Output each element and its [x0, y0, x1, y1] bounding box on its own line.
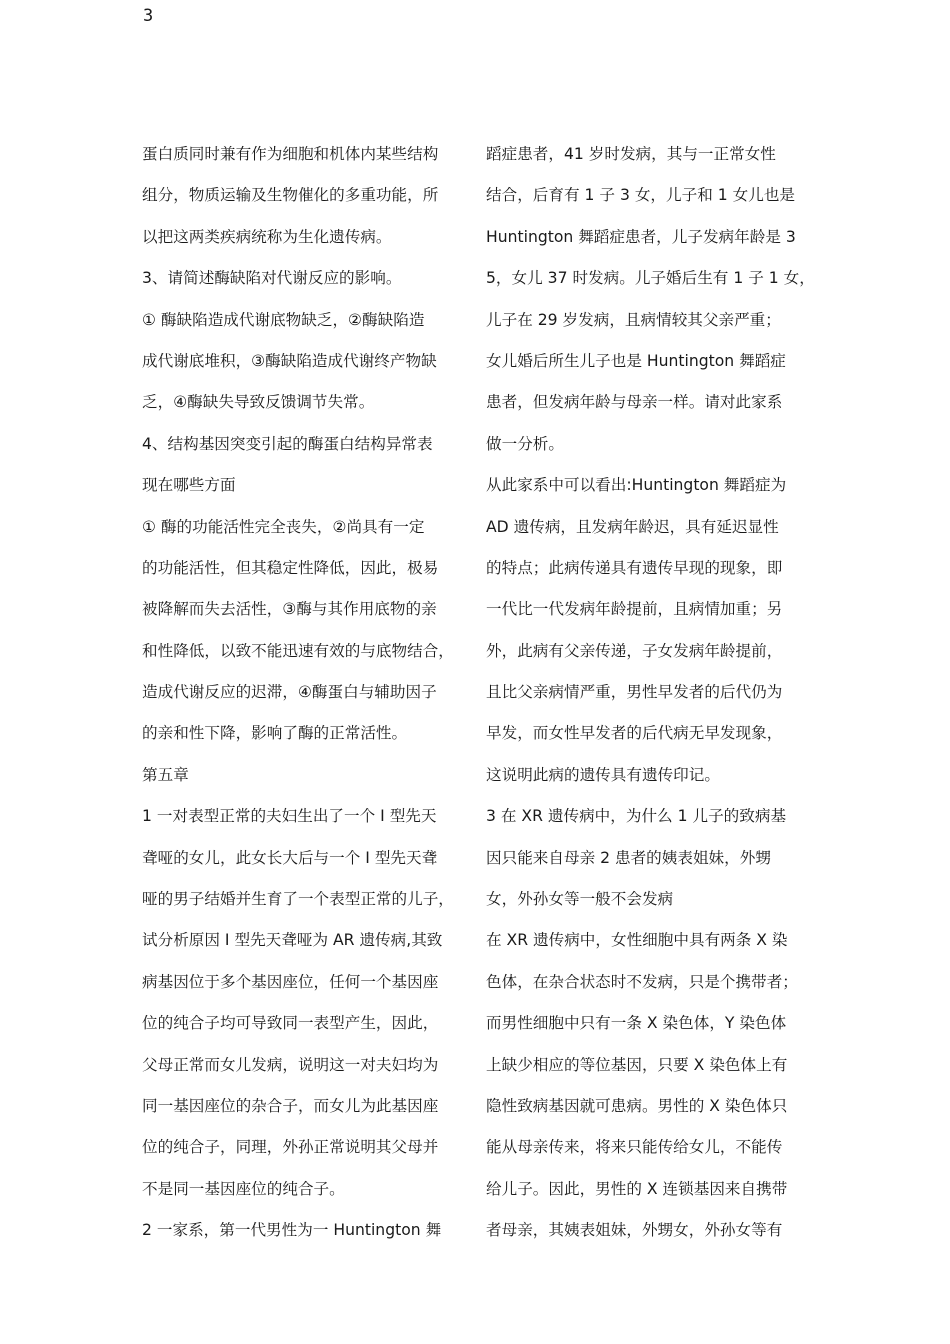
text-line: 的特点；此病传递具有遗传早现的现象，即 [486, 558, 783, 577]
text-line: 以把这两类疾病统称为生化遗传病。 [142, 227, 392, 246]
text-line: 造成代谢反应的迟滞，④酶蛋白与辅助因子 [142, 683, 437, 702]
text-line: 上缺少相应的等位基因，只要 X 染色体上有 [486, 1055, 788, 1074]
text-line: 蹈症患者，41 岁时发病，其与一正常女性 [486, 145, 776, 163]
text-line: 3 在 XR 遗传病中，为什么 1 儿子的致病基 [486, 807, 787, 826]
text-line: 早发，而女性早发者的后代病无早发现象， [486, 724, 783, 743]
text-line: 这说明此病的遗传具有遗传印记。 [486, 765, 720, 784]
text-line: 的功能活性，但其稳定性降低，因此，极易 [142, 558, 439, 577]
text-line: 位的纯合子均可导致同一表型产生，因此， [142, 1014, 439, 1033]
text-line: AD 遗传病，且发病年龄迟，具有延迟显性 [486, 517, 779, 536]
text-line: 病基因位于多个基因座位，任何一个基因座 [142, 972, 439, 991]
text-line: 给儿子。因此，男性的 X 连锁基因来自携带 [486, 1179, 788, 1198]
text-line: 女儿婚后所生儿子也是 Huntington 舞蹈症 [486, 351, 786, 370]
text-line: 做一分析。 [486, 434, 564, 453]
text-line: 乏，④酶缺失导致反馈调节失常。 [142, 393, 375, 412]
left-text-column [142, 134, 482, 1252]
text-line: ① 酶缺陷造成代谢底物缺乏，②酶缺陷造 [142, 310, 425, 329]
text-line: 的亲和性下降，影响了酶的正常活性。 [142, 724, 408, 743]
text-line: 者母亲，其姨表姐妹，外甥女，外孙女等有 [486, 1221, 783, 1240]
text-line: 在 XR 遗传病中，女性细胞中具有两条 X 染 [486, 931, 788, 950]
text-line: 现在哪些方面 [142, 476, 236, 495]
text-line: 色体，在杂合状态时不发病，只是个携带者； [486, 972, 798, 991]
text-line: 结合，后育有 1 子 3 女，儿子和 1 女儿也是 [486, 186, 796, 205]
text-line: 父母正常而女儿发病，说明这一对夫妇均为 [142, 1055, 439, 1074]
text-line: 成代谢底堆积，③酶缺陷造成代谢终产物缺 [142, 351, 437, 370]
text-line: 聋哑的女儿，此女长大后与一个 I 型先天聋 [142, 848, 438, 867]
text-line: 和性降低，以致不能迅速有效的与底物结合， [142, 641, 454, 660]
text-line: 同一基因座位的杂合子，而女儿为此基因座 [142, 1096, 439, 1115]
text-line: 4、结构基因突变引起的酶蛋白结构异常表 [142, 434, 433, 453]
text-line: 外，此病有父亲传递，子女发病年龄提前， [486, 641, 783, 660]
text-line: 被降解而失去活性，③酶与其作用底物的亲 [142, 600, 437, 619]
text-line: 因只能来自母亲 2 患者的姨表姐妹，外甥 [486, 848, 771, 867]
text-line: 女，外孙女等一般不会发病 [486, 890, 674, 909]
text-line: 儿子在 29 岁发病，且病情较其父亲严重； [486, 310, 781, 329]
text-line: 3、请简述酶缺陷对代谢反应的影响。 [142, 269, 402, 288]
text-line: 5，女儿 37 时发病。儿子婚后生有 1 子 1 女， [486, 269, 815, 288]
text-line: 哑的男子结婚并生育了一个表型正常的儿子， [142, 890, 454, 909]
text-line: 1 一对表型正常的夫妇生出了一个 I 型先天 [142, 807, 437, 826]
right-text-column [486, 134, 826, 1252]
text-line: 第五章 [142, 765, 189, 784]
text-line: ① 酶的功能活性完全丧失，②尚具有一定 [142, 517, 425, 536]
text-line: 蛋白质同时兼有作为细胞和机体内某些结构 [142, 145, 439, 163]
text-line: 不是同一基因座位的纯合子。 [142, 1179, 345, 1198]
text-line: 且比父亲病情严重，男性早发者的后代仍为 [486, 683, 783, 702]
text-line: Huntington 舞蹈症患者，儿子发病年龄是 3 [486, 227, 796, 246]
text-line: 隐性致病基因就可患病。男性的 X 染色体只 [486, 1096, 788, 1115]
text-line: 2 一家系，第一代男性为一 Huntington 舞 [142, 1221, 442, 1240]
text-line: 位的纯合子，同理，外孙正常说明其父母并 [142, 1138, 439, 1157]
text-line: 而男性细胞中只有一条 X 染色体，Y 染色体 [486, 1014, 787, 1033]
text-line: 试分析原因 I 型先天聋哑为 AR 遗传病,其致 [142, 931, 443, 950]
text-line: 一代比一代发病年龄提前，且病情加重；另 [486, 600, 783, 619]
text-line: 能从母亲传来，将来只能传给女儿，不能传 [486, 1138, 783, 1157]
page-number: 3 [143, 6, 154, 26]
text-line: 组分，物质运输及生物催化的多重功能，所 [142, 186, 439, 205]
text-line: 患者，但发病年龄与母亲一样。请对此家系 [486, 393, 783, 412]
text-line: 从此家系中可以看出:Huntington 舞蹈症为 [486, 476, 787, 495]
